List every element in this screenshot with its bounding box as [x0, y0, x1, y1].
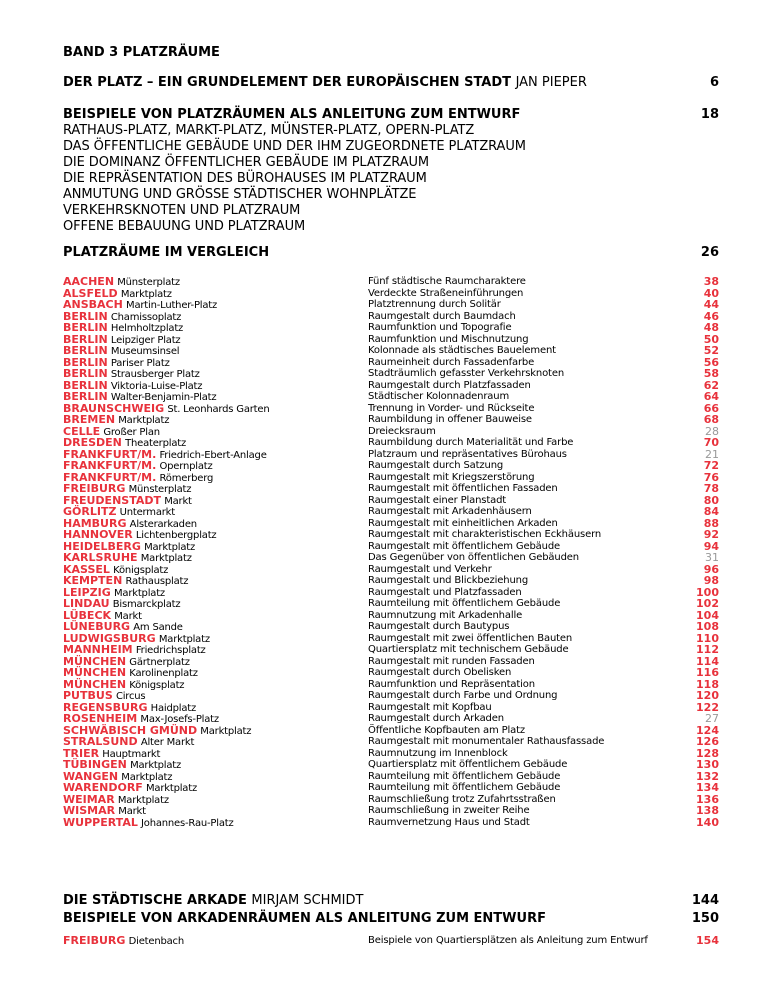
entry-page-number: 100: [696, 585, 719, 599]
entry-theme: Raumbildung durch Materialität und Farbe: [368, 437, 574, 448]
section-title: DIE STÄDTISCHE ARKADE: [63, 893, 247, 908]
entry-city: HANNOVER: [63, 528, 133, 541]
entry-city: FREIBURG: [63, 482, 126, 495]
entry-place: Friedrich-Ebert-Anlage: [159, 449, 267, 461]
entry-place: Münsterplatz: [128, 484, 192, 495]
entry-page-number: 64: [703, 390, 719, 403]
entry-page-number: 80: [703, 493, 719, 507]
entry-page-number: 112: [696, 643, 719, 656]
toc-entry: [63, 552, 719, 564]
toc-entry: [63, 472, 719, 484]
entry-city: TÜBINGEN: [63, 758, 127, 771]
entry-city: CELLE: [63, 424, 101, 438]
entry-place: Marktplatz: [120, 288, 172, 300]
entry-city: BERLIN: [63, 355, 108, 369]
entry-theme: Raumschließung in zweiter Reihe: [368, 805, 530, 816]
entry-page-number: 66: [703, 401, 719, 415]
entry-place: Gärtnerplatz: [129, 656, 190, 668]
entry-city: WEIMAR: [63, 792, 115, 806]
toc-entry: [63, 610, 719, 622]
entry-theme: Raumgestalt mit zwei öffentlichen Bauten: [368, 632, 573, 644]
entry-theme: Raumgestalt einer Planstadt: [368, 494, 507, 506]
entry-page-number: 27: [705, 712, 719, 725]
entry-theme: Raumvernetzung Haus und Stadt: [368, 816, 530, 828]
entry-place: Marktplatz: [130, 760, 182, 771]
toc-entry: [63, 368, 719, 380]
toc-entry: [63, 725, 719, 737]
toc-entry: [63, 656, 719, 668]
toc-entry: [63, 633, 719, 645]
entry-place: Circus: [115, 691, 146, 702]
entry-theme: Raumfunktion und Topografie: [368, 322, 512, 333]
entry-place: Lichtenbergplatz: [135, 530, 217, 541]
entry-theme: Raumteilung mit öffentlichem Gebäude: [368, 770, 561, 782]
toc-entry: [63, 460, 719, 472]
entry-page-number: 50: [703, 332, 719, 346]
entry-page-number: 116: [696, 666, 719, 679]
entry-city: ANSBACH: [63, 298, 123, 311]
entry-page-number: 44: [703, 298, 719, 311]
entry-theme: Stadträumlich gefasster Verkehrsknoten: [368, 368, 565, 379]
entry-page-number: 132: [696, 769, 719, 783]
section-page-number: 144: [691, 893, 719, 908]
entry-page-number: 88: [703, 516, 719, 530]
subtopic-line: DIE DOMINANZ ÖFFENTLICHER GEBÄUDE IM PLATZRAUM: [63, 155, 430, 170]
entry-place: Königsplatz: [129, 679, 185, 691]
entry-page-number: 48: [703, 321, 719, 334]
entry-city: BERLIN: [63, 344, 108, 357]
entry-place: Marktplatz: [146, 783, 198, 794]
entry-theme: Quartiersplatz mit öffentlichem Gebäude: [368, 759, 568, 770]
entry-page-number: 124: [696, 723, 719, 737]
entry-place: Chamissoplatz: [110, 311, 182, 323]
toc-entry: [63, 483, 719, 495]
section-author: MIRJAM SCHMIDT: [251, 893, 364, 908]
entry-theme: Raumgestalt und Platzfassaden: [368, 586, 522, 598]
toc-entry: [63, 702, 719, 714]
toc-entry: [63, 541, 719, 553]
entry-page-number: 122: [696, 700, 719, 714]
entry-city: FREUDENSTADT: [63, 493, 162, 507]
toc-entry: [63, 644, 719, 656]
toc-section-vergleich: [63, 245, 719, 261]
entry-theme: Raumgestalt durch Obelisken: [368, 667, 512, 678]
entry-city: HEIDELBERG: [63, 539, 141, 553]
entry-place: Martin-Luther-Platz: [126, 300, 218, 311]
entry-theme: Platzraum und repräsentatives Bürohaus: [368, 448, 567, 460]
entry-city: KARLSRUHE: [63, 551, 138, 564]
entry-place: St. Leonhards Garten: [167, 403, 270, 415]
entry-city: ALSFELD: [63, 286, 118, 300]
entry-city: MÜNCHEN: [63, 677, 127, 691]
entry-page-number: 98: [703, 574, 719, 587]
entry-place: Markt: [164, 495, 192, 507]
entry-page-number: 21: [705, 447, 719, 461]
entry-city: KASSEL: [63, 562, 110, 576]
entry-theme: Raumgestalt und Blickbeziehung: [368, 575, 529, 586]
entry-theme: Städtischer Kolonnadenraum: [368, 391, 510, 402]
band-title: [63, 45, 719, 61]
entry-theme: Raumgestalt mit Kriegszerstörung: [368, 471, 535, 483]
entry-place: Pariser Platz: [110, 357, 170, 369]
entry-place: Alter Markt: [140, 737, 195, 748]
entry-city: BERLIN: [63, 390, 108, 403]
entry-place: Marktplatz: [200, 725, 252, 737]
entry-place: Johannes-Rau-Platz: [141, 817, 234, 829]
entry-place: Römerberg: [159, 472, 214, 484]
entry-page-number: 72: [703, 459, 719, 472]
toc-section-platz: [63, 75, 719, 91]
section-page-number: 150: [691, 911, 719, 926]
toc-entry: [63, 782, 719, 794]
entry-theme: Raumschließung trotz Zufahrtsstraßen: [368, 793, 556, 805]
entry-city: BERLIN: [63, 367, 108, 380]
entry-city: WUPPERTAL: [63, 815, 138, 829]
section-title: PLATZRÄUME IM VERGLEICH: [63, 245, 270, 260]
toc-entry: [63, 564, 719, 576]
entry-theme: Raumbildung in offener Bauweise: [368, 414, 532, 425]
entry-place: Helmholtzplatz: [110, 323, 184, 334]
toc-section-arkadenraeume: [63, 911, 719, 927]
entry-page-number: 84: [703, 505, 719, 518]
entry-theme: Raumgestalt mit charakteristischen Eckhäusern: [368, 529, 602, 540]
entry-city: WANGEN: [63, 769, 119, 783]
entry-theme: Raumgestalt durch Farbe und Ordnung: [368, 690, 558, 701]
entry-place: Untermarkt: [119, 507, 175, 518]
entry-theme: Raumnutzung im Innenblock: [368, 747, 508, 759]
entry-page-number: 56: [703, 355, 719, 369]
entry-place: Markt: [118, 806, 146, 817]
entry-city: SCHWÄBISCH GMÜND: [63, 723, 198, 737]
entry-page-number: 78: [703, 482, 719, 495]
subtopic-line: OFFENE BEBAUUNG UND PLATZRAUM: [63, 219, 306, 234]
entry-theme: Platztrennung durch Solitär: [368, 299, 501, 310]
entry-city: STRALSUND: [63, 735, 138, 748]
entry-theme: Öffentliche Kopfbauten am Platz: [368, 724, 526, 736]
toc-entry: [63, 667, 719, 679]
entry-place: Markt: [114, 610, 142, 622]
entry-page-number: 134: [696, 781, 719, 794]
comparison-entry-list: [63, 276, 719, 828]
entry-page-number: 138: [696, 804, 719, 817]
entry-place: Viktoria-Luise-Platz: [110, 380, 203, 392]
entry-place: Marktplatz: [118, 415, 170, 426]
entry-page-number: 104: [696, 608, 719, 622]
entry-place: Rathausplatz: [125, 576, 189, 587]
toc-entry: [63, 771, 719, 783]
entry-theme: Raumgestalt mit Kopfbau: [368, 701, 492, 713]
subtopic-line: RATHAUS-PLATZ, MARKT-PLATZ, MÜNSTER-PLATZ, OPERN-PLATZ: [63, 123, 475, 138]
entry-page-number: 94: [703, 539, 719, 553]
entry-theme: Raumeinheit durch Fassadenfarbe: [368, 356, 535, 368]
entry-place: Opernplatz: [159, 461, 213, 472]
toc-entry: [63, 817, 719, 829]
entry-city: ROSENHEIM: [63, 712, 138, 725]
entry-city: FREIBURG: [63, 934, 126, 947]
entry-page-number: 114: [696, 654, 719, 668]
entry-place: Marktplatz: [140, 553, 192, 564]
entry-city: REGENSBURG: [63, 700, 148, 714]
toc-entry: [63, 518, 719, 530]
entry-theme: Raumgestalt mit einheitlichen Arkaden: [368, 517, 558, 529]
entry-theme: Raumgestalt mit öffentlichen Fassaden: [368, 483, 558, 494]
entry-city: HAMBURG: [63, 516, 127, 530]
entry-city: GÖRLITZ: [63, 505, 117, 518]
entry-theme: Fünf städtische Raumcharaktere: [368, 276, 526, 287]
toc-entry: [63, 495, 719, 507]
entry-place: Karolinenplatz: [129, 668, 198, 679]
entry-page-number: 40: [703, 286, 719, 300]
entry-page-number: 140: [696, 815, 719, 829]
entry-page-number: 28: [705, 424, 719, 438]
entry-page-number: 46: [703, 309, 719, 323]
entry-theme: Raumgestalt durch Bautypus: [368, 621, 510, 632]
entry-place: Haidplatz: [150, 702, 197, 714]
toc-entry: [63, 805, 719, 817]
entry-theme: Raumteilung mit öffentlichem Gebäude: [368, 782, 561, 793]
entry-page-number: 38: [703, 275, 719, 288]
entry-page-number: 68: [703, 413, 719, 426]
entry-city: TRIER: [63, 746, 100, 760]
entry-theme: Dreiecksraum: [368, 425, 436, 437]
toc-entry: [63, 437, 719, 449]
entry-theme: Verdeckte Straßeneinführungen: [368, 287, 524, 299]
entry-theme: Beispiele von Quartiersplätzen als Anleitung zum Entwurf: [368, 935, 648, 946]
entry-city: AACHEN: [63, 275, 115, 288]
entry-page-number: 31: [705, 551, 719, 564]
entry-page-number: 118: [696, 677, 719, 691]
toc-entry: [63, 380, 719, 392]
entry-page-number: 52: [703, 344, 719, 357]
entry-theme: Kolonnade als städtisches Bauelement: [368, 345, 556, 356]
entry-place: Marktplatz: [121, 771, 173, 783]
entry-page-number: 108: [696, 620, 719, 633]
entry-theme: Raumgestalt mit öffentlichem Gebäude: [368, 540, 561, 552]
toc-entry: [63, 748, 719, 760]
toc-entry: [63, 334, 719, 346]
entry-city: LUDWIGSBURG: [63, 631, 156, 645]
toc-section-beispiele: [63, 107, 719, 123]
subtopic-line: ANMUTUNG UND GRÖSSE STÄDTISCHER WOHNPLÄTZE: [63, 187, 417, 202]
toc-entry: [63, 288, 719, 300]
entry-city: FRANKFURT/M.: [63, 447, 157, 461]
toc-entry: [63, 357, 719, 369]
entry-place: Walter-Benjamin-Platz: [110, 392, 217, 403]
entry-place: Großer Plan: [103, 426, 160, 438]
entry-theme: Trennung in Vorder- und Rückseite: [368, 402, 535, 414]
toc-entry: [63, 690, 719, 702]
entry-city: LÜBECK: [63, 608, 112, 622]
entry-city: WARENDORF: [63, 781, 143, 794]
entry-place: Museumsinsel: [110, 346, 180, 357]
entry-place: Münsterplatz: [117, 277, 180, 288]
section-title: BEISPIELE VON PLATZRÄUMEN ALS ANLEITUNG ZUM ENTWURF: [63, 107, 521, 122]
entry-page-number: 128: [696, 746, 719, 760]
subtopic-line: VERKEHRSKNOTEN UND PLATZRAUM: [63, 203, 301, 218]
entry-city: LINDAU: [63, 597, 110, 610]
entry-place: Marktplatz: [117, 794, 169, 806]
entry-place: Am Sande: [133, 622, 183, 633]
section-title: DER PLATZ – EIN GRUNDELEMENT DER EUROPÄISCHEN STADT: [63, 75, 512, 90]
entry-page-number: 70: [703, 436, 719, 449]
section-page-number: 26: [700, 245, 719, 260]
toc-entry: [63, 449, 719, 461]
entry-city: BREMEN: [63, 413, 116, 426]
entry-city: FRANKFURT/M.: [63, 470, 157, 484]
toc-entry-freiburg-dietenbach: [63, 934, 719, 948]
toc-entry: [63, 736, 719, 748]
entry-page-number: 102: [696, 597, 719, 610]
entry-theme: Raumgestalt durch Platzfassaden: [368, 379, 531, 391]
entry-place: Hauptmarkt: [102, 748, 161, 760]
entry-page-number: 62: [703, 378, 719, 392]
entry-place: Königsplatz: [113, 564, 169, 576]
subtopic-line: DAS ÖFFENTLICHE GEBÄUDE UND DER IHM ZUGEORDNETE PLATZRAUM: [63, 139, 526, 154]
toc-section-arkade: [63, 893, 719, 909]
entry-city: BERLIN: [63, 309, 108, 323]
section-page-number: 18: [700, 107, 719, 122]
entry-city: BRAUNSCHWEIG: [63, 401, 165, 415]
entry-theme: Raumgestalt mit Arkadenhäusern: [368, 506, 532, 517]
toc-entry: [63, 679, 719, 691]
entry-theme: Raumgestalt mit monumentaler Rathausfassade: [368, 736, 605, 747]
entry-theme: Raumgestalt durch Satzung: [368, 460, 504, 471]
toc-entry: [63, 403, 719, 415]
section-title: BEISPIELE VON ARKADENRÄUMEN ALS ANLEITUNG ZUM ENTWURF: [63, 911, 546, 926]
entry-place: Friedrichsplatz: [135, 645, 206, 656]
entry-city: KEMPTEN: [63, 574, 123, 587]
entry-place: Theaterplatz: [125, 438, 187, 449]
entry-place: Leipziger Platz: [110, 334, 181, 346]
entry-page-number: 58: [703, 367, 719, 380]
toc-entry: [63, 299, 719, 311]
entry-page-number: 130: [696, 758, 719, 771]
toc-entry: [63, 345, 719, 357]
entry-theme: Raumgestalt mit runden Fassaden: [368, 655, 535, 667]
toc-entry: [63, 621, 719, 633]
entry-city: PUTBUS: [63, 689, 113, 702]
entry-page-number: 120: [696, 689, 719, 702]
entry-city: DRESDEN: [63, 436, 122, 449]
entry-theme: Das Gegenüber von öffentlichen Gebäuden: [368, 552, 579, 563]
entry-place: Max-Josefs-Platz: [140, 714, 219, 725]
entry-page-number: 110: [696, 631, 719, 645]
toc-entry: [63, 575, 719, 587]
entry-theme: Raumgestalt durch Baumdach: [368, 310, 516, 322]
entry-city: BERLIN: [63, 332, 108, 346]
entry-theme: Quartiersplatz mit technischem Gebäude: [368, 644, 569, 655]
toc-entry: [63, 759, 719, 771]
entry-theme: Raumteilung mit öffentlichem Gebäude: [368, 598, 561, 609]
entry-city: LÜNEBURG: [63, 620, 131, 633]
entry-city: BERLIN: [63, 378, 108, 392]
entry-page-number: 92: [703, 528, 719, 541]
entry-city: MÜNCHEN: [63, 666, 127, 679]
toc-entry: [63, 529, 719, 541]
entry-city: MANNHEIM: [63, 643, 133, 656]
entry-place: Marktplatz: [144, 541, 196, 553]
entry-city: WISMAR: [63, 804, 116, 817]
entry-theme: Raumgestalt und Verkehr: [368, 563, 492, 575]
section-page-number: 6: [709, 75, 719, 90]
toc-entry: [63, 311, 719, 323]
toc-entry: [63, 598, 719, 610]
entry-page-number: 136: [696, 792, 719, 806]
entry-city: FRANKFURT/M.: [63, 459, 157, 472]
entry-place: Marktplatz: [113, 587, 165, 599]
section-author: JAN PIEPER: [515, 75, 587, 90]
entry-theme: Raumnutzung mit Arkadenhalle: [368, 609, 523, 621]
entry-theme: Raumfunktion und Repräsentation: [368, 678, 535, 690]
entry-page-number: 154: [696, 934, 719, 947]
toc-entry: [63, 794, 719, 806]
entry-place: Strausberger Platz: [110, 369, 200, 380]
subtopic-line: DIE REPRÄSENTATION DES BÜROHAUSES IM PLATZRAUM: [63, 171, 427, 186]
entry-city: MÜNCHEN: [63, 654, 127, 668]
toc-entry: [63, 276, 719, 288]
entry-place: Alsterarkaden: [129, 518, 197, 530]
entry-page-number: 96: [703, 562, 719, 576]
entry-city: LEIPZIG: [63, 585, 111, 599]
entry-place: Marktplatz: [158, 633, 210, 645]
entry-city: BERLIN: [63, 321, 108, 334]
toc-entry: [63, 414, 719, 426]
toc-entry: [63, 426, 719, 438]
entry-place: Bismarckplatz: [112, 599, 181, 610]
entry-page-number: 76: [703, 470, 719, 484]
entry-page-number: 126: [696, 735, 719, 748]
entry-theme: Raumgestalt durch Arkaden: [368, 713, 504, 724]
entry-place: Dietenbach: [128, 936, 184, 947]
toc-entry: [63, 506, 719, 518]
band-title-text: BAND 3 PLATZRÄUME: [63, 45, 220, 60]
toc-entry: [63, 587, 719, 599]
toc-entry: [63, 322, 719, 334]
entry-theme: Raumfunktion und Mischnutzung: [368, 333, 529, 345]
